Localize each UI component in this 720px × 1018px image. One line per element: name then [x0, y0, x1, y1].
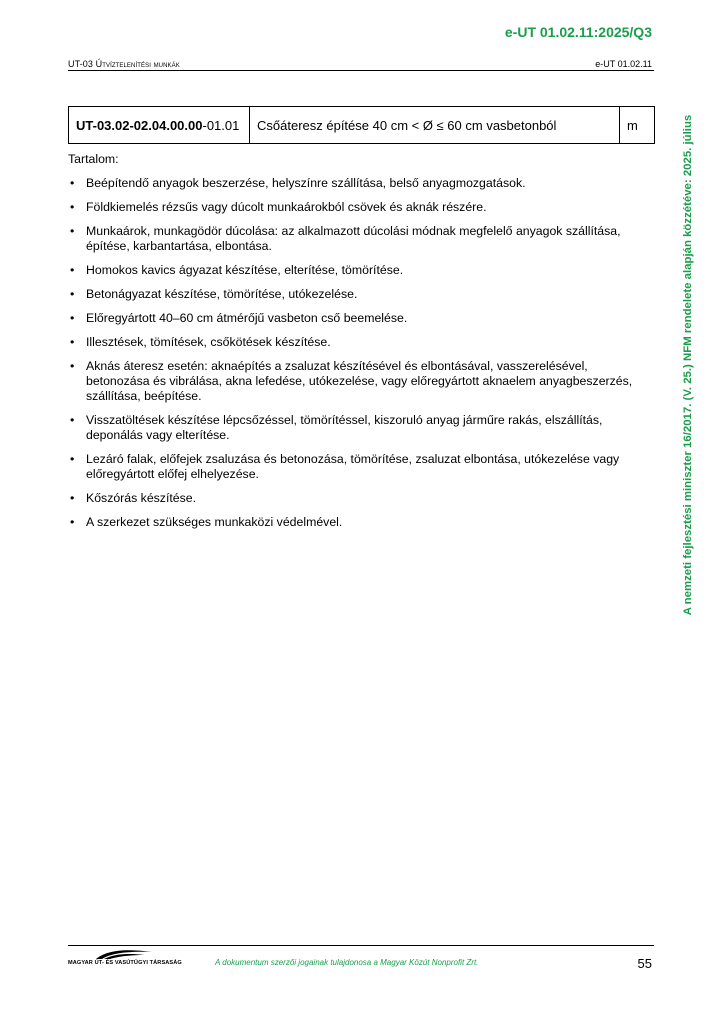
- chapter-title: Útvíztelenítési munkák: [95, 59, 180, 69]
- list-item: • Beépítendő anyagok beszerzése, helyszínre szállítása, belső anyagmozgatások.: [70, 176, 526, 190]
- publisher-logo: [68, 948, 182, 970]
- bullet-icon: •: [70, 359, 75, 373]
- road-swoosh-icon: [94, 948, 154, 960]
- list-item: • Munkaárok, munkagödör dúcolása: az alkalmazott dúcolási módnak megfelelő anyagok szállítása, építése, karbantartása, elbontása.: [70, 224, 621, 253]
- list-item: • Homokos kavics ágyazat készítése, elterítése, tömörítése.: [70, 263, 404, 277]
- content-list: [68, 176, 654, 530]
- bullet-icon: •: [70, 335, 75, 349]
- item-header-row: [69, 107, 655, 144]
- logo-text: MAGYAR ÚT- ÉS VASÚTÜGYI TÁRSASÁG: [68, 960, 182, 966]
- page-number: 55: [637, 956, 652, 971]
- item-code-bold: UT-03.02-02.04.00.00: [76, 117, 203, 133]
- content-section: [68, 152, 654, 539]
- list-item: • Lezáró falak, előfejek zsaluzása és betonozása, tömörítése, zsaluzat elbontása, utókezelése vagy előregyártott előfej elhelyezése.: [70, 452, 620, 481]
- header-divider: [68, 70, 654, 71]
- item-header-table: [68, 106, 655, 144]
- bullet-icon: •: [70, 287, 75, 301]
- item-description: Csőáteresz építése 40 cm < Ø ≤ 60 cm vasbetonból: [250, 107, 620, 144]
- list-item: • Visszatöltések készítése lépcsőzéssel, tömörítéssel, kiszoruló anyag járműre rakás, elszállítás, deponálás vagy elterítése.: [70, 413, 603, 442]
- bullet-icon: •: [70, 263, 75, 277]
- copyright-notice: A dokumentum szerzői jogainak tulajdonosa a Magyar Közút Nonprofit Zrt.: [215, 958, 479, 967]
- item-code-suffix: -01.01: [202, 117, 240, 133]
- bullet-icon: •: [70, 311, 75, 325]
- content-title: Tartalom:: [68, 152, 119, 166]
- item-unit: m: [620, 107, 655, 144]
- bullet-icon: •: [70, 413, 75, 427]
- bullet-icon: •: [70, 224, 75, 238]
- chapter-code: UT-03: [68, 59, 94, 69]
- item-code-cell: [69, 107, 250, 144]
- document-code: e-UT 01.02.11:2025/Q3: [504, 24, 652, 40]
- list-item: • A szerkezet szükséges munkaközi védelmével.: [70, 515, 343, 529]
- list-item: • Betonágyazat készítése, tömörítése, utókezelése.: [70, 287, 358, 301]
- bullet-icon: •: [70, 452, 75, 466]
- list-item: • Aknás áteresz esetén: aknaépítés a zsaluzat készítésével és elbontásával, vasszerelésével, betonozása és vibrálása, akna lefedése, utókezelése, vagy előregyártott aknaelem anyagbeszerzés, szállítása, beépítése.: [70, 359, 633, 403]
- running-header-left: [68, 59, 180, 69]
- footer-divider: [68, 945, 654, 946]
- list-item: • Földkiemelés rézsűs vagy dúcolt munkaárokból csövek és aknák részére.: [70, 200, 487, 214]
- list-item: • Illesztések, tömítések, csőkötések készítése.: [70, 335, 331, 349]
- bullet-icon: •: [70, 200, 75, 214]
- publication-note-text: A nemzeti fejlesztési miniszter 16/2017. (V. 25.) NFM rendelete alapján közzétéve: 2025. július: [682, 114, 694, 616]
- bullet-icon: •: [70, 515, 75, 529]
- bullet-icon: •: [70, 176, 75, 190]
- running-header-right: e-UT 01.02.11: [595, 59, 652, 69]
- list-item: • Előregyártott 40–60 cm átmérőjű vasbeton cső beemelése.: [70, 311, 408, 325]
- list-item: • Kőszórás készítése.: [70, 491, 197, 505]
- bullet-icon: •: [70, 491, 75, 505]
